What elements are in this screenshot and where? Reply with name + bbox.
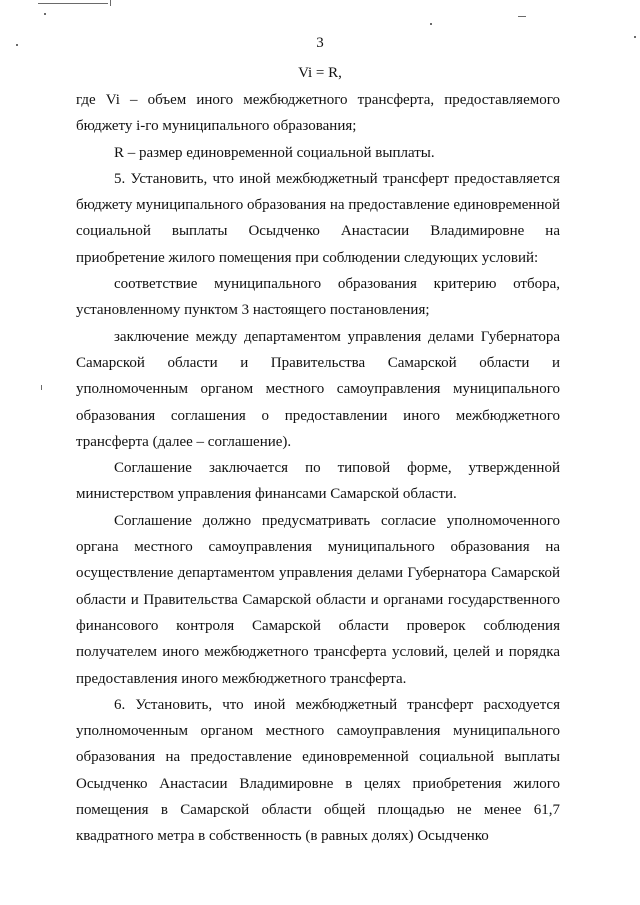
paragraph: соответствие муниципального образования критерию отбора, установленному пунктом 3 настоящего постановления; (76, 276, 560, 319)
scan-artifact-dot (44, 13, 46, 15)
paragraph: 5. Установить, что иной межбюджетный трансферт предоставляется бюджету муниципального образования на предоставление единовременной социальной выплаты Осыдченко Анастасии Владимировне на приобретение жилого помещения при соблюдении следующих условий: (76, 170, 560, 266)
scan-artifact-top-line (38, 3, 108, 4)
paragraph: заключение между департаментом управления делами Губернатора Самарской области и Правительства Самарской области и уполномоченным органом местного самоуправления муниципального образования соглашения о предоставлении иного межбюджетного трансферта (далее – соглашение). (76, 328, 560, 450)
formula: Vi = R, (298, 65, 342, 81)
paragraph: R – размер единовременной социальной выплаты. (114, 144, 435, 161)
paragraph: где Vi – объем иного межбюджетного трансферта, предоставляемого бюджету i-го муниципального образования; (76, 92, 560, 135)
scan-artifact-tick (110, 0, 111, 6)
scan-artifact-dash (518, 16, 526, 17)
paragraph: Соглашение заключается по типовой форме, утвержденной министерством управления финансами Самарской области. (76, 460, 560, 503)
paragraph: Соглашение должно предусматривать согласие уполномоченного органа местного самоуправления муниципального образования на осуществление департаментом управления делами Губернатора Самарской области и Правительства Самарской области и органами государственного финансового контроля Самарской области проверок соблюдения получателем иного межбюджетного трансферта условий, целей и порядка предоставления иного межбюджетного трансферта. (76, 512, 560, 687)
scan-artifact-mark (41, 385, 42, 390)
page-number: 3 (316, 35, 324, 51)
paragraph: 6. Установить, что иной межбюджетный трансферт расходуется уполномоченным органом местного самоуправления муниципального образования на предоставление единовременной социальной выплаты Осыдченко Анастасии Владимировне в целях приобретения жилого помещения в Самарской области общей площадью не менее 61,7 квадратного метра в собственность (в равных долях) Осыдченко (76, 696, 560, 845)
body-text (76, 87, 560, 850)
scan-artifact-dot (430, 23, 432, 25)
